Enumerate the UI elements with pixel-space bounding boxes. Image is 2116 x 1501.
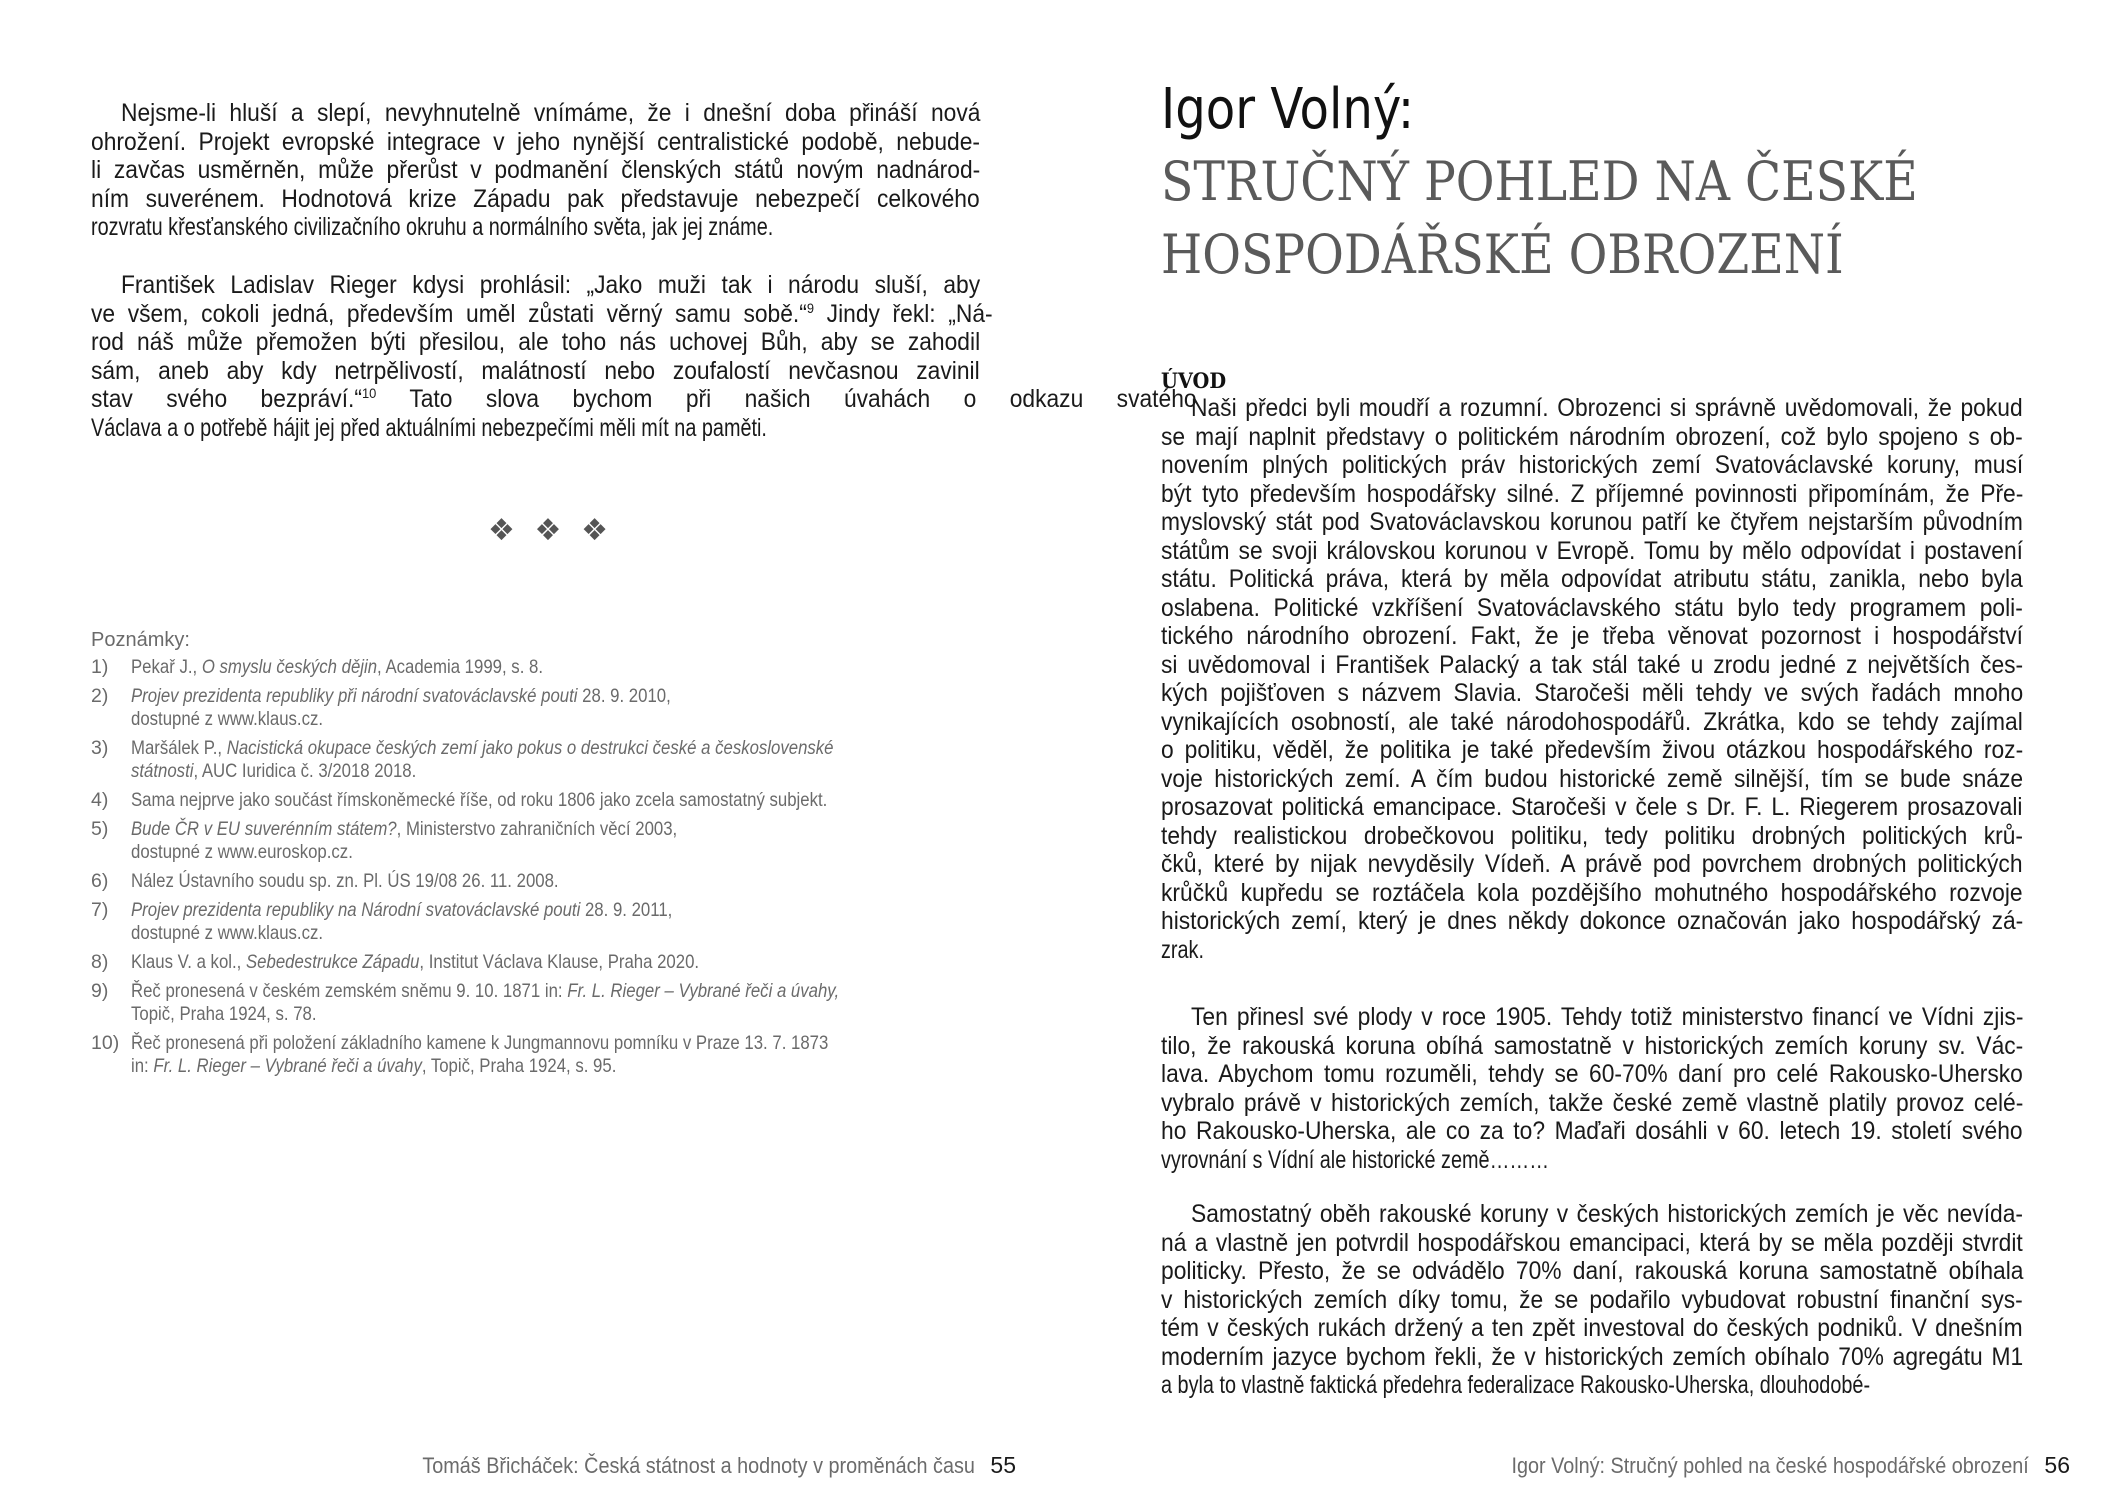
left-paragraph-1 [91, 100, 980, 243]
text-line-content: Václava a o potřebě hájit jej před aktuálními nebezpečími měli mít na paměti. [91, 414, 767, 442]
citation-text: 28. 9. 2011, [580, 899, 673, 921]
text-line-content: novením plných politických práv historických zemí Svatováclavské koruny, musí [1161, 452, 2024, 479]
text-line-content: tilo, že rakouská koruna obíhá samostatně v historických zemích koruny sv. Vác- [1161, 1032, 2024, 1060]
text-line-content: v historických zemích díky tomu, že se podařilo vybudovat robustní finanční sys- [1161, 1286, 2023, 1314]
text-line [91, 415, 980, 444]
citation-text: Maršálek P., [131, 737, 227, 759]
running-footer-title: Tomáš Břicháček: Česká státnost a hodnoty v proměnách času [421, 1453, 975, 1478]
text-line [91, 214, 980, 243]
text-line [1161, 937, 2023, 966]
text-line [1161, 1033, 2023, 1062]
citation-title: Fr. L. Rieger – Vybrané řeči a úvahy, [567, 980, 840, 1002]
footnote-item [91, 1032, 991, 1078]
citation-title: státnosti [131, 760, 194, 782]
text-line-content: tehdy realistickou drobečkovou politiku, tedy politiku drobných politických krů- [1161, 822, 2023, 850]
text-line [91, 358, 980, 387]
citation-text: Sama nejprve jako součást římskoněmecké říše, od roku 1806 jako zcela samostatný subjekt. [131, 789, 828, 811]
text-line-content: lava. Abychom tomu rozuměli, tehdy se 60-70% daní pro celé Rakousko-Uhersko [1161, 1061, 2023, 1088]
text-line-content: se mají naplnit představy o politickém národním obrození, což bylo spojeno s ob- [1161, 423, 2023, 451]
citation-title: O smyslu českých dějin [201, 656, 378, 678]
citation-text: Topič, Praha 1924, s. 78. [131, 1003, 317, 1025]
text-line-content: o politiku, věděl, že politika je také především živou otázkou hospodářského roz- [1161, 737, 2024, 764]
footnote-item [91, 737, 991, 783]
footnote-text [131, 1032, 991, 1078]
citation-text: dostupné z www.euroskop.cz. [131, 841, 353, 863]
article-author: Igor Volný: [1161, 77, 1415, 142]
text-line [1161, 652, 2023, 681]
text-line [1161, 794, 2023, 823]
text-line [1161, 737, 2023, 766]
text-line-content: politicky. Přesto, že se odvádělo 70% daní, rakouská koruna samostatně obíhala [1161, 1258, 2024, 1285]
text-line [91, 385, 1197, 415]
footnote-text [131, 737, 991, 783]
footnote-number: 10) [91, 1032, 120, 1054]
text-line [1161, 1315, 2023, 1344]
citation-text: Pekař J., [131, 656, 202, 678]
right-page [1058, 0, 2116, 1501]
text-line-content: být tyto především hospodářsky silné. Z příjemné povinnosti připomínám, že Pře- [1161, 480, 2024, 508]
footnotes-list [91, 656, 991, 1084]
citation-text: Nález Ústavního soudu sp. zn. Pl. ÚS 19/08 26. 11. 2008. [131, 870, 559, 892]
footnote-number: 1) [91, 656, 109, 678]
text-line-content: vybralo právě v historických zemích, takže české země vlastně platily provoz celé- [1161, 1089, 2024, 1117]
text-line-content: ohrožení. Projekt evropské integrace v jeho nynější centralistické podobě, nebude- [91, 128, 981, 156]
text-line [91, 329, 980, 358]
text-line [91, 129, 980, 158]
footnote-text [131, 870, 991, 893]
text-line [1161, 1344, 2023, 1373]
text-line [1161, 1201, 2023, 1230]
citation-title: Fr. L. Rieger – Vybrané řeči a úvahy [153, 1055, 422, 1077]
citation-text: Řeč pronesená při položení základního kamene k Jungmannovu pomníku v Praze 13. 7. 1873 [131, 1032, 829, 1054]
text-line [1161, 538, 2023, 567]
text-line [1161, 1287, 2023, 1316]
text-line-content: stav svého bezpráví.“$^{10}$ Tato slova bychom při našich úvahách o odkazu svatého [91, 385, 1197, 413]
text-line-content: ho Rakousko-Uherska, ale co za to? Maďaři dosáhli v 60. letech 19. století svého [1161, 1118, 2023, 1145]
right-paragraph-1 [1161, 395, 2023, 965]
text-line-content: státu. Politická práva, která by měla odpovídat atributu státu, zanikla, nebo byla [1161, 566, 2023, 593]
footnote-number: 2) [91, 685, 109, 707]
text-line-content: historických zemí, který je dnes někdy dokonce označován jako hospodářský zá- [1161, 908, 2024, 935]
text-line [1161, 424, 2023, 453]
citation-text: , Ministerstvo zahraničních věcí 2003, [396, 818, 678, 840]
text-line-content: kých pojišťoven s názvem Slavia. Staročeši měli tehdy ve svých řadách mnoho [1161, 680, 2024, 707]
ornament-diamond-icon: ❖ [488, 513, 515, 548]
citation-title: Bude ČR v EU suverénním státem? [131, 818, 397, 840]
footnote-item [91, 818, 991, 864]
article-title-line-2: HOSPODÁŘSKÉ OBROZENÍ [1161, 223, 1844, 286]
footnote-item [91, 899, 991, 945]
citation-text: , Topič, Praha 1924, s. 95. [421, 1055, 617, 1077]
footnote-text [131, 980, 991, 1026]
text-line-content: sám, aneb aby kdy netrpělivostí, malátností nebo zoufalostí nevčasnou zavinil [91, 357, 980, 385]
ornament-diamond-icon: ❖ [534, 513, 562, 548]
right-paragraph-3 [1161, 1201, 2023, 1401]
citation-text: Klaus V. a kol., [131, 951, 246, 973]
citation-text: , Institut Václava Klause, Praha 2020. [419, 951, 700, 973]
text-line-content: moderním jazyce bychom řekli, že v historických zemích obíhalo 70% agregátu M1 [1161, 1343, 2024, 1371]
text-line [1161, 481, 2023, 510]
section-ornament [488, 514, 608, 548]
footnote-item [91, 951, 991, 974]
text-line [1161, 566, 2023, 595]
footnote-text [131, 685, 991, 731]
footnote-text [131, 899, 991, 945]
footnote-number: 7) [91, 899, 109, 921]
footnote-text [131, 818, 991, 864]
text-line-content: Naši předci byli moudří a rozumní. Obrozenci si správně uvědomovali, že pokud [1191, 395, 2023, 422]
text-line-content: státům se svoji královskou korunou v Evropě. Tomu by mělo odpovídat i postavení [1161, 537, 2024, 565]
text-line-content: myslovský stát pod Svatováclavskou korunou patří ke čtyřem nejstarším původním [1161, 509, 2023, 536]
text-line [91, 100, 980, 129]
text-line [1161, 880, 2023, 909]
page-number: 55 [990, 1452, 1016, 1478]
text-line-content: František Ladislav Rieger kdysi prohlásil: „Jako muži tak i národu sluší, aby [121, 272, 981, 299]
text-line [91, 186, 980, 215]
citation-text: , Academia 1999, s. 8. [377, 656, 543, 678]
section-heading: ÚVOD [1161, 368, 1227, 393]
text-line [1161, 709, 2023, 738]
footnote-reference: 9 [806, 299, 815, 316]
text-line [1161, 680, 2023, 709]
text-line [91, 272, 980, 301]
footnote-number: 3) [91, 737, 109, 759]
text-line [1161, 1258, 2023, 1287]
text-line [1161, 395, 2023, 424]
footnote-number: 4) [91, 789, 109, 811]
text-line [1161, 595, 2023, 624]
text-line [1161, 766, 2023, 795]
text-line-content: Nejsme-li hluší a slepí, nevyhnutelně vnímáme, že i dnešní doba přináší nová [121, 100, 981, 127]
page-number: 56 [2044, 1452, 2070, 1478]
text-line [1161, 823, 2023, 852]
text-line-content: Ten přinesl své plody v roce 1905. Tehdy totiž ministerstvo financí ve Vídni zjis- [1191, 1004, 2024, 1031]
text-line-content: ná a vlastně jen potvrdil hospodářskou emancipaci, která by se měla později stvrdit [1161, 1229, 2023, 1257]
text-line [1161, 1090, 2023, 1119]
footnote-text [131, 951, 991, 974]
text-line-content: zrak. [1161, 936, 1204, 964]
text-line [1161, 1118, 2023, 1147]
footnote-item [91, 685, 991, 731]
citation-title: Projev prezidenta republiky na Národní svatováclavské pouti [131, 899, 581, 921]
text-line-content: čků, které by nijak nevyděsily Vídeň. A právě pod povrchem drobných politických [1161, 851, 2023, 878]
running-footer-title: Igor Volný: Stručný pohled na české hospodářské obrození [1511, 1453, 2029, 1478]
footnote-item [91, 789, 991, 812]
text-line [1161, 509, 2023, 538]
citation-text: dostupné z www.klaus.cz. [131, 708, 324, 730]
citation-text: Řeč pronesená v českém zemském sněmu 9. 10. 1871 in: [131, 980, 568, 1002]
text-line-content: rod náš může přemožen býti přesilou, ale toho nás uchovej Bůh, aby se zahodil [91, 329, 981, 356]
right-paragraph-2 [1161, 1004, 2023, 1175]
text-line [91, 299, 993, 330]
text-line [1161, 623, 2023, 652]
footnote-item [91, 870, 991, 893]
running-footer-left [361, 1452, 1016, 1479]
citation-title: Nacistická okupace českých zemí jako pokus o destrukci české a československé [226, 737, 834, 759]
text-line-content: li zavčas usměrněn, může přerůst v podmanění členských států novým nadnárod- [91, 157, 981, 184]
footnote-item [91, 980, 991, 1026]
footnote-number: 5) [91, 818, 109, 840]
citation-title: Projev prezidenta republiky při národní svatováclavské pouti [131, 685, 578, 707]
citation-title: Sebedestrukce Západu [245, 951, 420, 973]
text-line-content: Samostatný oběh rakouské koruny v českých historických zemích je věc nevída- [1191, 1201, 2024, 1228]
text-line-content: tického národního obrození. Fakt, že je třeba věnovat pozornost i hospodářství [1161, 623, 2023, 650]
text-line-content: vyrovnání s Vídní ale historické země……… [1161, 1146, 1550, 1174]
text-line [1161, 908, 2023, 937]
text-line-content: vynikajících osobností, ale také národohospodářů. Zkrátka, kdo se tehdy zajímal [1161, 708, 2023, 736]
citation-text: dostupné z www.klaus.cz. [131, 922, 324, 944]
text-line-content: ve všem, cokoli jedná, především uměl zůstati věrný samu sobě.“$^9$ Jindy řekl: „Ná- [91, 299, 993, 328]
text-line-content: tém v českých rukách držený a ten zpět investoval do českých podniků. V dnešním [1161, 1315, 2023, 1342]
text-line [1161, 1061, 2023, 1090]
text-line-content: krůčků kupředu se roztáčela kola pozdějšího mohutného hospodářského rozvoje [1161, 879, 2023, 907]
text-line [91, 157, 980, 186]
article-title-line-1: STRUČNÝ POHLED NA ČESKÉ [1161, 150, 1918, 213]
footnote-text [131, 656, 991, 679]
text-line [1161, 1230, 2023, 1259]
text-line-content: prosazovat politická emancipace. Staročeši v čele s Dr. F. L. Riegerem prosazovali [1161, 794, 2023, 821]
citation-text: in: [131, 1055, 154, 1077]
text-line-content: a byla to vlastně faktická předehra federalizace Rakousko-Uherska, dlouhodobé- [1161, 1372, 1871, 1399]
text-line-content: voje historických zemí. A čím budou historické země silnější, tím se bude snáze [1161, 765, 2024, 793]
text-line-content: oslabena. Politické vzkříšení Svatováclavského státu bylo tedy programem poli- [1161, 594, 2023, 622]
notes-title: Poznámky: [91, 629, 190, 651]
text-line-content: si uvědomoval i František Palacký a tak stál také u zrodu jedné z největších čes- [1161, 651, 2024, 679]
citation-text: 28. 9. 2010, [577, 685, 671, 707]
text-line [1161, 452, 2023, 481]
text-line [1161, 1372, 2023, 1401]
footnote-reference: 10 [361, 385, 377, 401]
text-line [1161, 1147, 2023, 1176]
footnote-item [91, 656, 991, 679]
ornament-diamond-icon: ❖ [581, 513, 608, 548]
text-line [1161, 1004, 2023, 1033]
footnote-number: 9) [91, 980, 109, 1002]
citation-text: , AUC Iuridica č. 3/2018 2018. [193, 760, 417, 782]
footnote-number: 8) [91, 951, 109, 973]
text-line-content: rozvratu křesťanského civilizačního okruhu a normálního světa, jak jej známe. [91, 214, 774, 241]
running-footer-right [1454, 1452, 2070, 1479]
footnote-number: 6) [91, 870, 109, 892]
footnote-text [131, 789, 991, 812]
text-line [1161, 851, 2023, 880]
text-line-content: ním suverénem. Hodnotová krize Západu pak představuje nebezpečí celkového [91, 185, 980, 213]
